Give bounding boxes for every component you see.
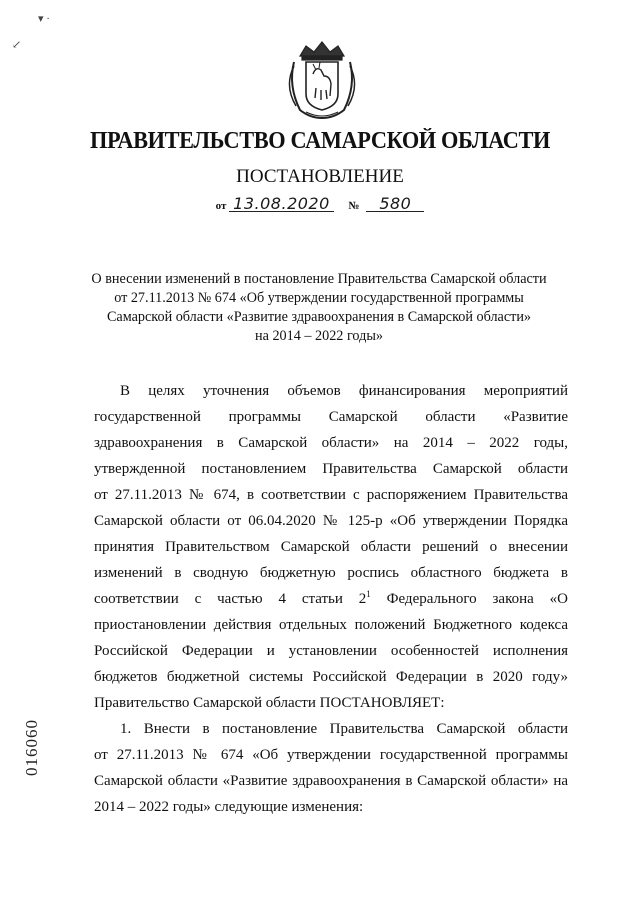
body-line: государственной программы Самарской области «Развитие [94, 409, 568, 425]
body-line: бюджетов бюджетной системы Российской Федерации в 2020 году» [94, 669, 568, 685]
body-line: приостановлении действия отдельных положений Бюджетного кодекса [94, 617, 568, 633]
body-line: Самарской области от 06.04.2020 № 125-р «Об утверждении Порядка [94, 513, 568, 529]
body-line: Самарской области «Развитие здравоохранения в Самарской области» на [94, 773, 568, 789]
body-line: принятия Правительством Самарской области решений о внесении [94, 539, 568, 555]
body-line: Российской Федерации и установлении особенностей исполнения [94, 643, 568, 659]
subject-line: Самарской области «Развитие здравоохранения в Самарской области» [106, 309, 532, 325]
organization-title: ПРАВИТЕЛЬСТВО САМАРСКОЙ ОБЛАСТИ [90, 128, 550, 154]
body-line: от 27.11.2013 № 674, в соответствии с распоряжением Правительства [94, 487, 568, 503]
superscript: 1 [366, 589, 371, 599]
scan-artifact-mark: ↙ [12, 39, 22, 51]
body-line: утвержденной постановлением Правительства Самарской области [94, 461, 568, 477]
document-subject [64, 270, 574, 346]
body-line [94, 586, 568, 612]
subject-line: О внесении изменений в постановление Правительства Самарской области [91, 271, 547, 287]
date-prefix: от [215, 200, 227, 212]
document-type: ПОСТАНОВЛЕНИЕ [236, 166, 404, 187]
number-label: № [348, 200, 360, 212]
subject-line: от 27.11.2013 № 674 «Об утверждении государственной программы [114, 290, 524, 306]
body-line: от 27.11.2013 № 674 «Об утверждении государственной программы [94, 747, 568, 763]
document-date: 13.08.2020 [229, 196, 334, 212]
body-line: 1. Внести в постановление Правительства Самарской области [120, 721, 568, 737]
body-line: 2014 – 2022 годы» следующие изменения: [94, 799, 364, 815]
document-body [94, 378, 568, 820]
subject-line: на 2014 – 2022 годы» [255, 328, 383, 344]
body-line: здравоохранения в Самарской области» на 2014 – 2022 годы, [94, 435, 568, 451]
body-line: В целях уточнения объемов финансирования мероприятий [120, 383, 568, 399]
body-line-text: соответствии с частью 4 статьи 2 [94, 591, 367, 607]
scan-artifact-mark: ▾ · [38, 13, 50, 25]
body-line-text: Федерального закона «О [370, 591, 568, 607]
body-line: изменений в сводную бюджетную роспись областного бюджета в [94, 565, 568, 581]
body-line: Правительство Самарской области ПОСТАНОВЛЯЕТ: [94, 695, 445, 711]
document-date-number [0, 196, 640, 212]
side-serial-number: 016060 [22, 719, 41, 776]
document-number: 580 [366, 196, 424, 212]
samara-coat-of-arms-icon [286, 36, 358, 120]
